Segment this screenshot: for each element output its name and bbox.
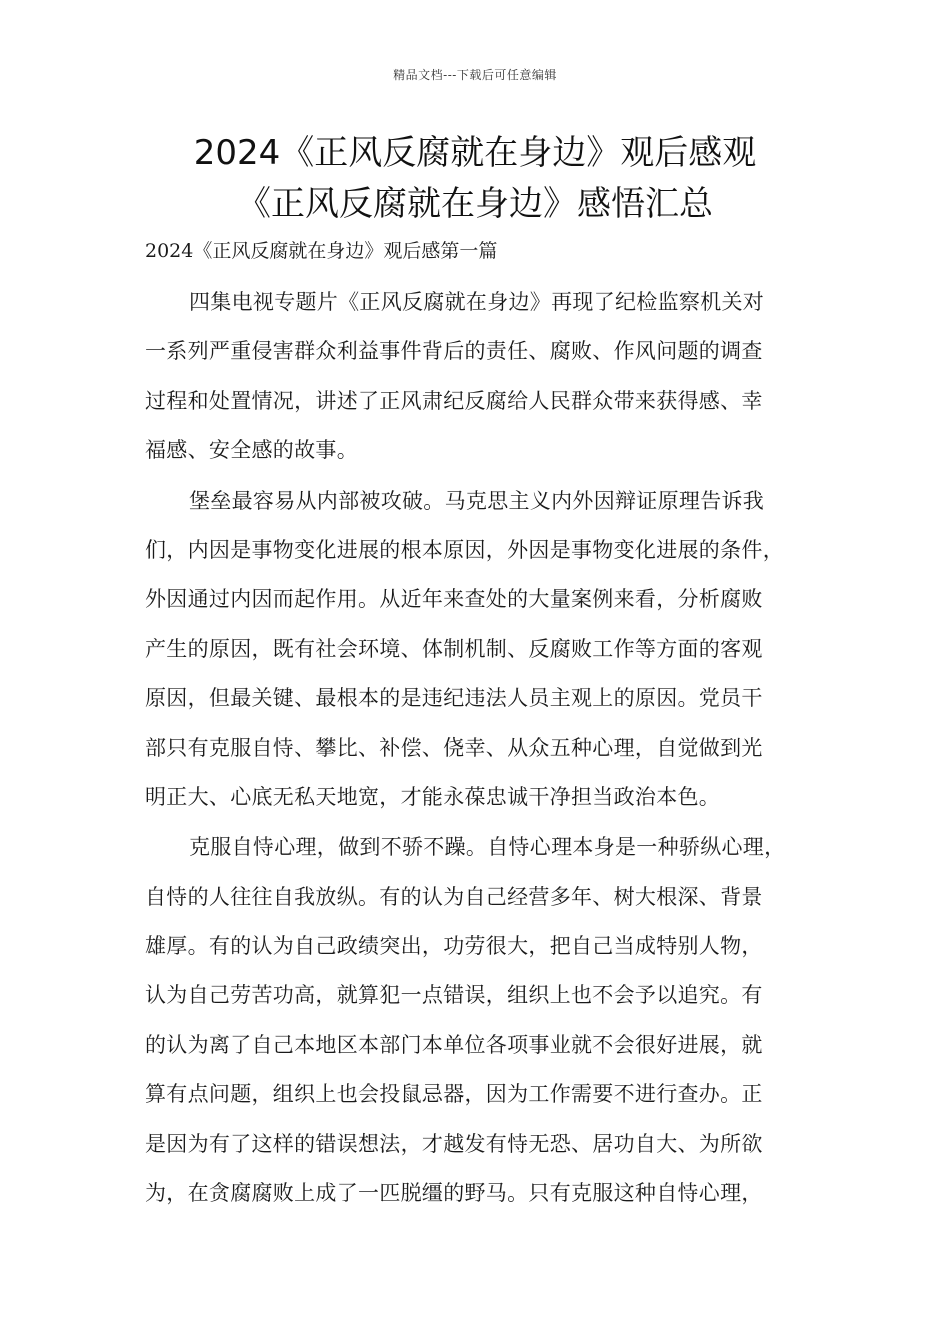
- paragraph-line: 为，在贪腐腐败上成了一匹脱缰的野马。只有克服这种自恃心理，: [145, 1181, 763, 1206]
- paragraph-line: 们，内因是事物变化进展的根本原因，外因是事物变化进展的条件，: [145, 537, 784, 562]
- title-line-2: 《正风反腐就在身边》感悟汇总: [237, 184, 713, 224]
- paragraph-line: 雄厚。有的认为自己政绩突出，功劳很大，把自己当成特别人物，: [145, 934, 763, 959]
- paragraph-line: 认为自己劳苦功高，就算犯一点错误，组织上也不会予以追究。有: [145, 983, 763, 1008]
- paragraph-line: 克服自恃心理，做到不骄不躁。自恃心理本身是一种骄纵心理，: [189, 835, 786, 860]
- paragraph-line: 是因为有了这样的错误想法，才越发有恃无恐、居功自大、为所欲: [145, 1131, 763, 1156]
- paragraph-line: 产生的原因，既有社会环境、体制机制、反腐败工作等方面的客观: [145, 636, 763, 661]
- paragraph-line: 算有点问题，组织上也会投鼠忌器，因为工作需要不进行查办。正: [145, 1082, 763, 1107]
- paragraph-line: 明正大、心底无私天地宽，才能永葆忠诚干净担当政治本色。: [145, 784, 721, 809]
- paragraph-line: 外因通过内因而起作用。从近年来查处的大量案例来看，分析腐败: [145, 587, 763, 612]
- title-line-1: 2024《正风反腐就在身边》观后感观: [193, 133, 757, 173]
- section-heading: 2024《正风反腐就在身边》观后感第一篇: [145, 240, 498, 262]
- body-text: [145, 284, 810, 1225]
- paragraph-line: 福感、安全感的故事。: [145, 438, 358, 463]
- paragraph-line: 一系列严重侵害群众利益事件背后的责任、腐败、作风问题的调查: [145, 339, 763, 364]
- paragraph-line: 四集电视专题片《正风反腐就在身边》再现了纪检监察机关对: [189, 290, 765, 314]
- header-note: 精品文档---下载后可任意编辑: [393, 68, 557, 82]
- paragraph-line: 的认为离了自己本地区本部门本单位各项事业就不会很好进展，就: [145, 1032, 763, 1057]
- paragraph-line: 堡垒最容易从内部被攻破。马克思主义内外因辩证原理告诉我: [189, 488, 765, 513]
- paragraph-2: [145, 483, 810, 829]
- paragraph-line: 部只有克服自恃、攀比、补偿、侥幸、从众五种心理，自觉做到光: [145, 735, 763, 760]
- paragraph-line: 原因，但最关键、最根本的是违纪违法人员主观上的原因。党员干: [145, 686, 763, 711]
- paragraph-1: [145, 284, 810, 482]
- paragraph-3: [145, 829, 810, 1224]
- document-title: [120, 128, 830, 230]
- paragraph-line: 过程和处置情况，讲述了正风肃纪反腐给人民群众带来获得感、幸: [145, 388, 763, 413]
- paragraph-line: 自恃的人往往自我放纵。有的认为自己经营多年、树大根深、背景: [145, 884, 763, 909]
